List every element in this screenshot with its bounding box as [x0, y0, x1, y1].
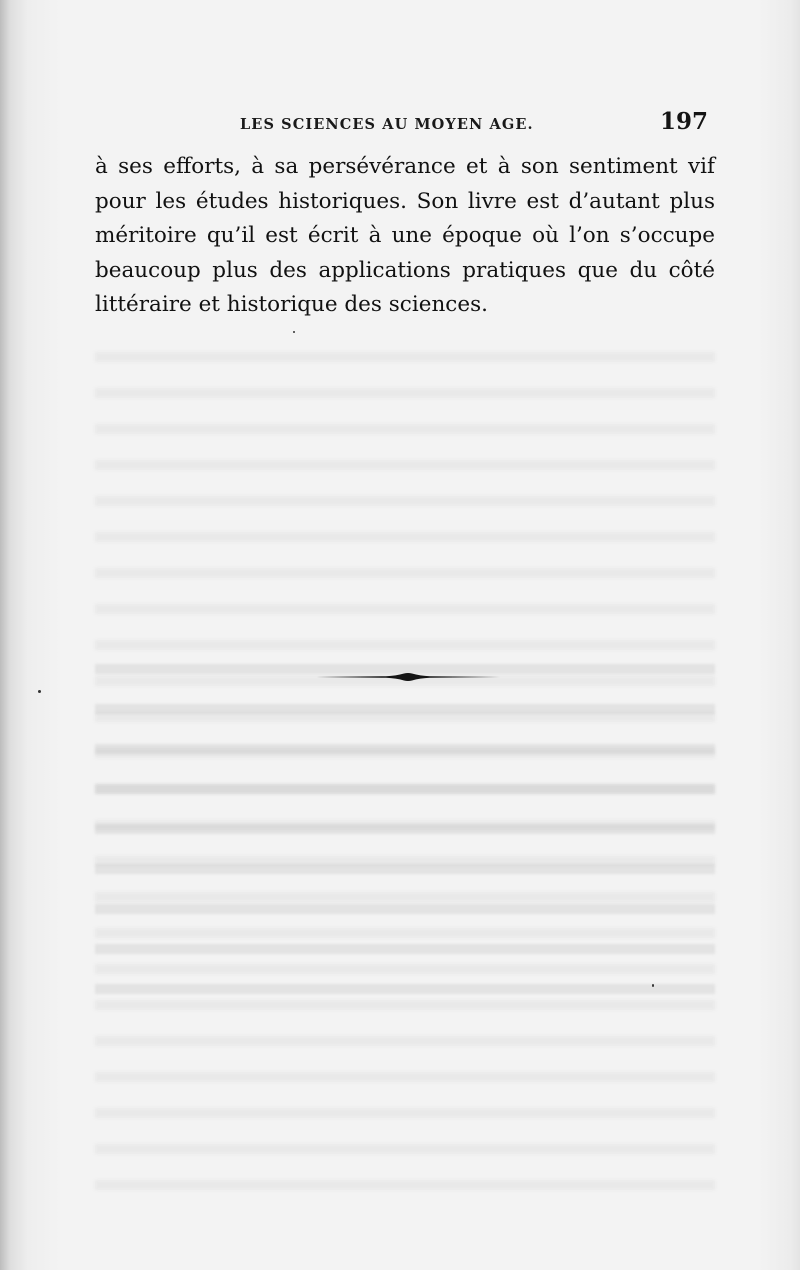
paragraph — [95, 150, 715, 323]
text-line: méritoire qu’il est écrit à une époque où l’on s’occupe — [95, 223, 715, 248]
text-line: pour les études historiques. Son livre est d’autant plus — [95, 188, 715, 214]
text-line: littéraire et historique des sciences. — [95, 292, 488, 317]
print-speck — [293, 331, 295, 333]
print-speck — [38, 690, 41, 693]
text-line: beaucoup plus des applications pratiques que du côté — [95, 257, 715, 283]
print-speck — [652, 984, 654, 987]
running-title: LES SCIENCES AU MOYEN AGE. — [240, 116, 534, 133]
bleed-through-text-dense — [95, 640, 715, 1010]
page-number: 197 — [660, 108, 709, 135]
tailpiece-rule-icon — [316, 668, 500, 686]
text-line: à ses efforts, à sa persévérance et à son sentiment vif — [95, 154, 715, 179]
